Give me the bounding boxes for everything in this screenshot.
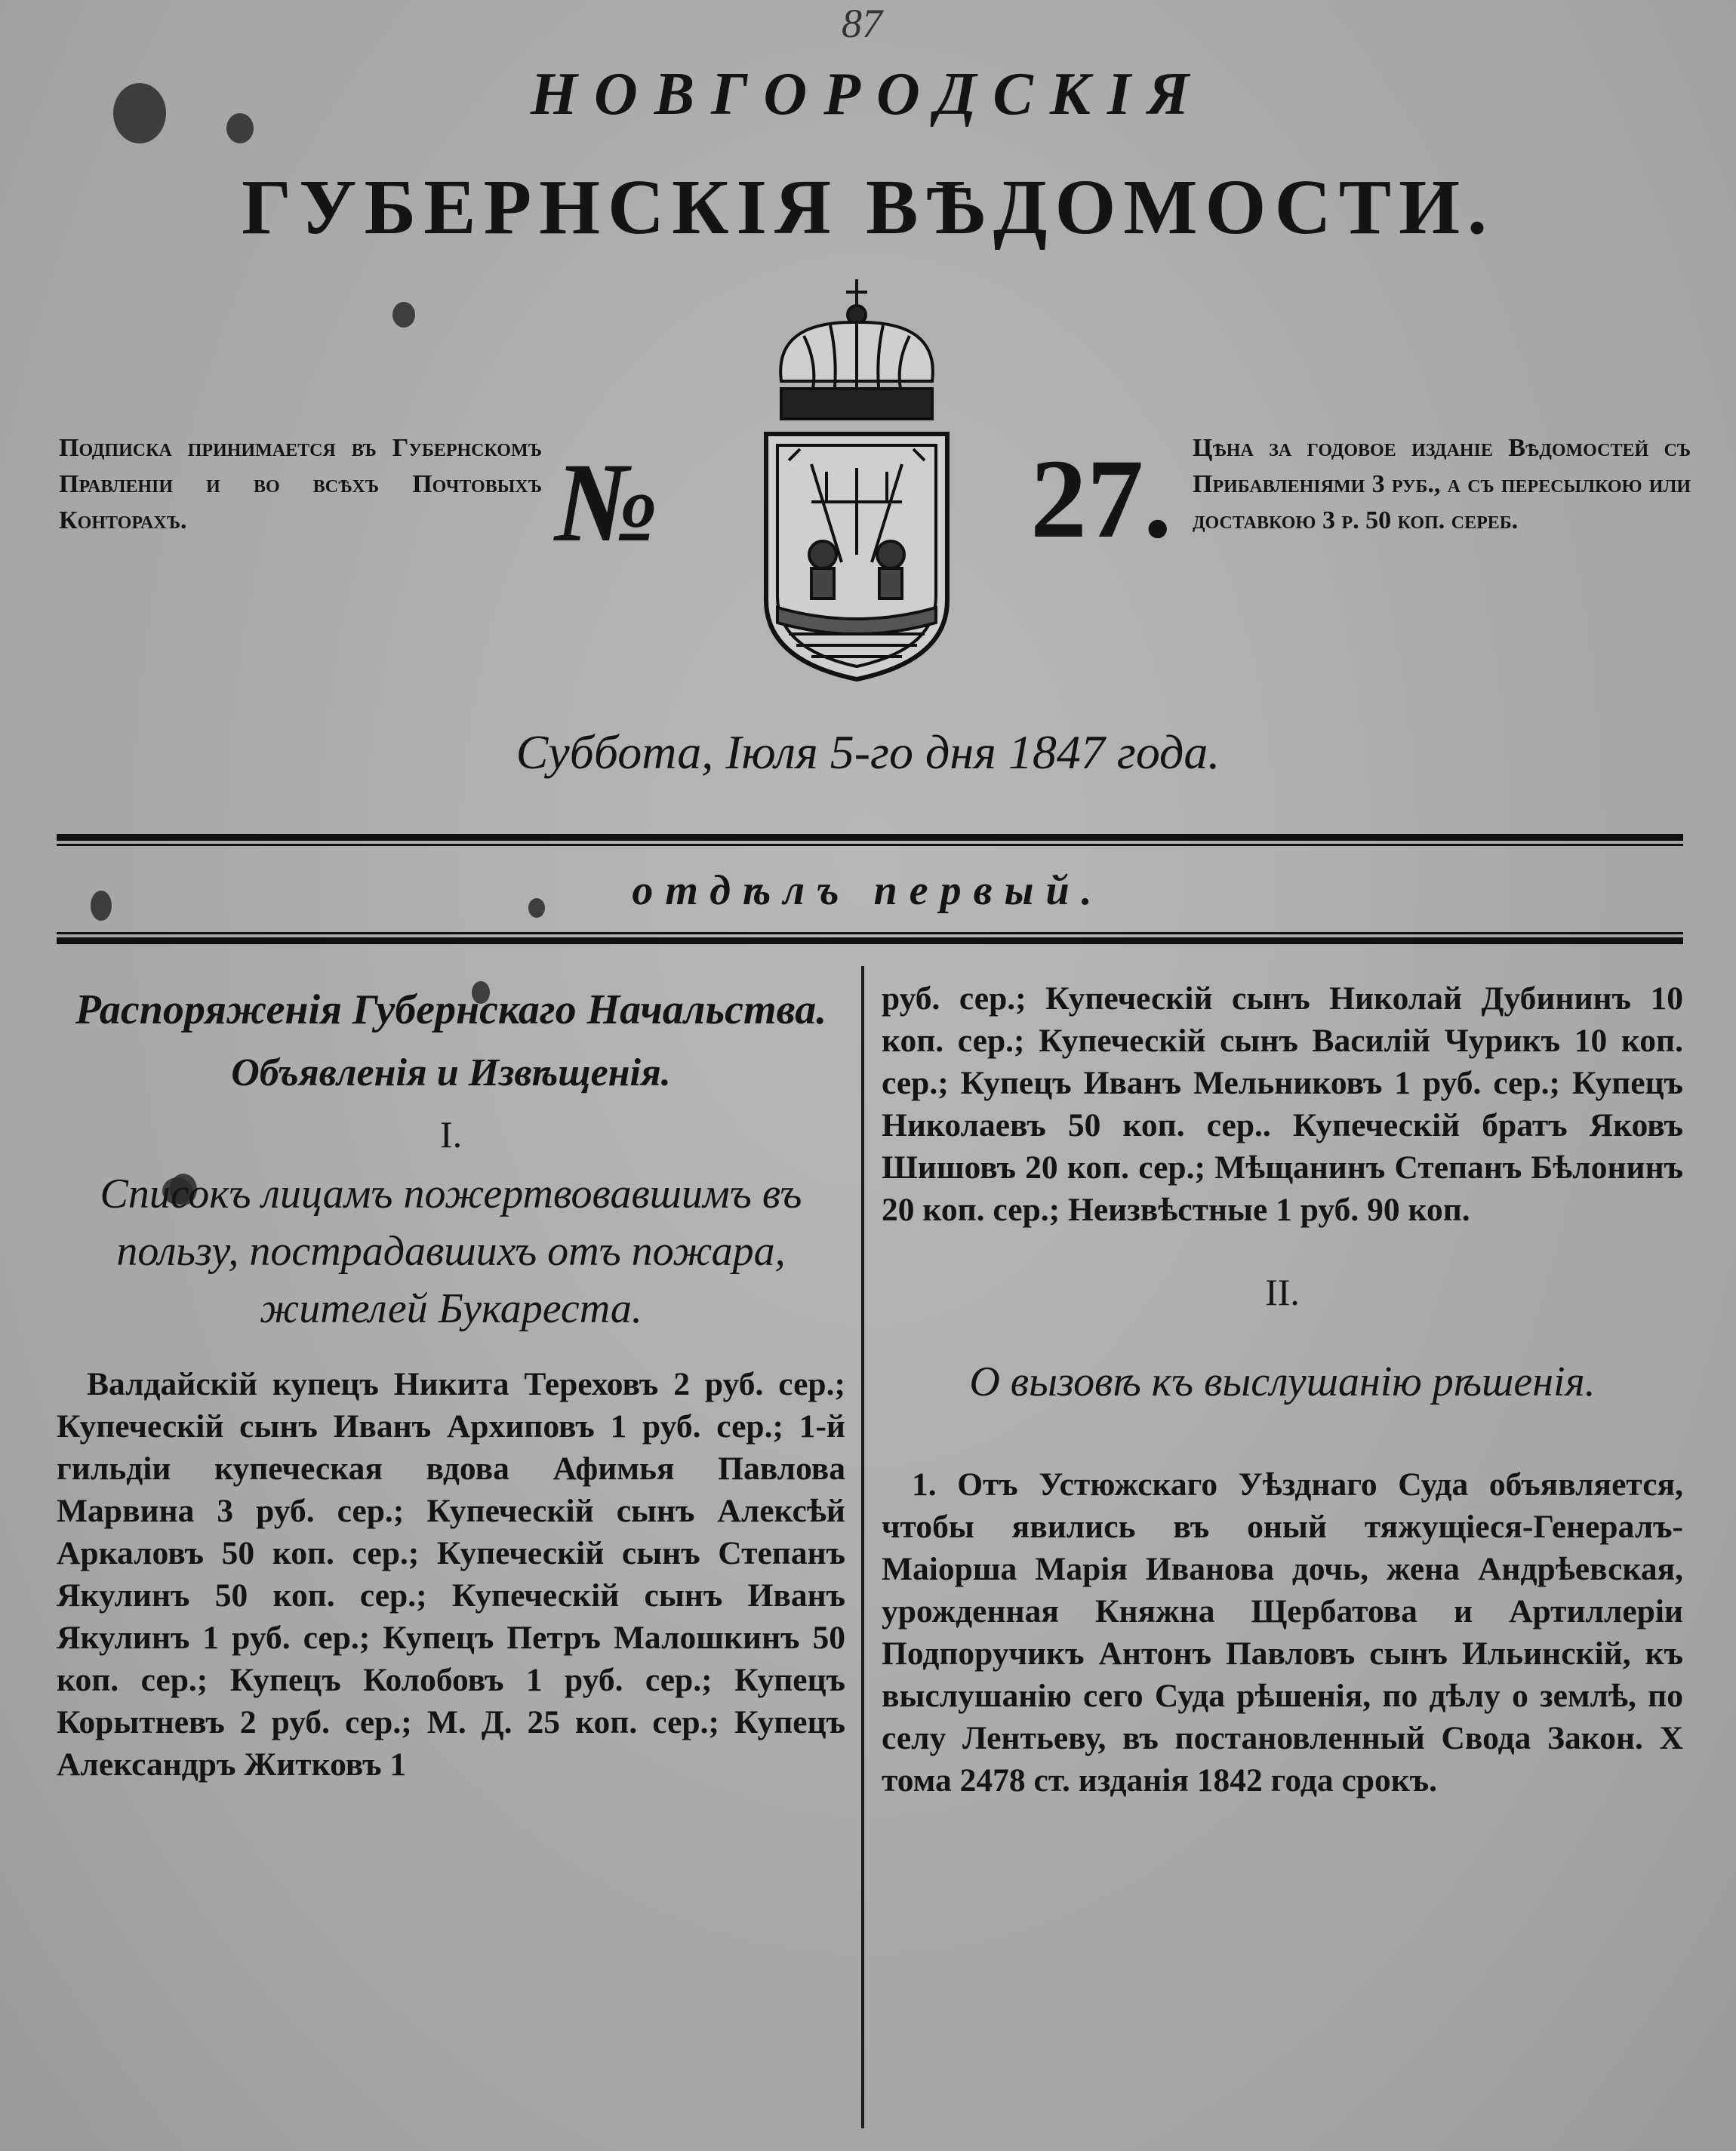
thin-rule-bottom (57, 932, 1683, 934)
issue-sign: № (555, 440, 659, 565)
date-line: Суббота, Іюля 5-го дня 1847 года. (516, 725, 1220, 779)
masthead-line1: НОВГОРОДСКІЯ (530, 61, 1206, 128)
column-divider (861, 966, 864, 2128)
donor-list-text: Валдайскій купецъ Никита Тереховъ 2 руб. сер.; Купеческій сынъ Иванъ Архиповъ 1 руб. сер.; 1-й гильдіи купеческая вдова Афимья Павлова Марвина 3 руб. сер.; Купеческій сынъ Алексѣй Аркаловъ 50 коп. сер.; Купеческій сынъ Степанъ Якулинъ 50 коп. сер.; Купеческій сынъ Иванъ Якулинъ 1 руб. сер.; Купецъ Петръ Малошкинъ 50 коп. сер.; Купецъ Колобовъ 1 руб. сер.; Купецъ Корытневъ 2 руб. сер.; М. Д. 25 коп. сер.; Купецъ Александръ Житковъ 1 (57, 1366, 845, 1783)
double-rule-bottom (57, 937, 1683, 944)
masthead-line2: ГУБЕРНСКІЯ ВѢДОМОСТИ. (241, 164, 1495, 251)
donor-list-continued: руб. сер.; Купеческій сынъ Николай Дубининъ 10 коп. сер.; Купеческій сынъ Василій Чурикъ 10 коп. сер.; Купецъ Иванъ Мельниковъ 1 руб. сер.; Купецъ Николаевъ 50 коп. сер.. Купеческій братъ Яковъ Шишовъ 20 коп. сер.; Мѣщанинъ Степанъ Бѣлонинъ 20 коп. сер.; Неизвѣстные 1 руб. 90 коп. (882, 980, 1683, 1228)
price-note: Цѣна за годовое изданіе Вѣдомостей съ Прибавленіями 3 руб., а съ пересылкою или доставкою 3 р. 50 коп. сереб. (1193, 434, 1691, 534)
right-column (882, 977, 1683, 1802)
subscription-note: Подписка принимается въ Губернскомъ Правленіи и во всѣхъ Почтовыхъ Конторахъ. (59, 434, 542, 534)
list-title: Списокъ лицамъ пожертвовавшимъ въ пользу, пострадавшихъ отъ пожара, жителей Букареста. (100, 1171, 802, 1332)
left-column (57, 981, 845, 1786)
double-rule-top (57, 834, 1683, 841)
issue-number: 27. (1030, 436, 1172, 562)
handwritten-page-number: 87 (842, 1, 882, 46)
court-notice-text: 1. Отъ Устюжскаго Уѣзднаго Суда объявляется, чтобы явились въ оный тяжущіеся-Генералъ-Маіорша Марія Иванова дочь, жена Андрѣевская, урожденная Княжна Щербатова и Артиллеріи Подпоручикъ Антонъ Павловъ сынъ Ильинскій, къ выслушанію сего Суда рѣшенія, по дѣлу о землѣ, по селу Лентьеву, въ постановленный Свода Закон. X тома 2478 ст. изданія 1842 года срокъ. (882, 1466, 1683, 1799)
coat-of-arms-icon (759, 275, 955, 683)
section-title: отдѣлъ первый. (632, 867, 1104, 914)
column-heading: Распоряженія Губернскаго Начальства. (75, 986, 827, 1033)
summons-heading: О вызовѣ къ выслушанію рѣшенія. (969, 1359, 1596, 1405)
roman-numeral: I. (439, 1113, 463, 1156)
column-subheading: Объявленія и Извѣщенія. (231, 1051, 671, 1094)
ink-blot (392, 302, 415, 328)
roman-numeral: II. (1265, 1271, 1300, 1313)
thin-rule-top (57, 844, 1683, 846)
